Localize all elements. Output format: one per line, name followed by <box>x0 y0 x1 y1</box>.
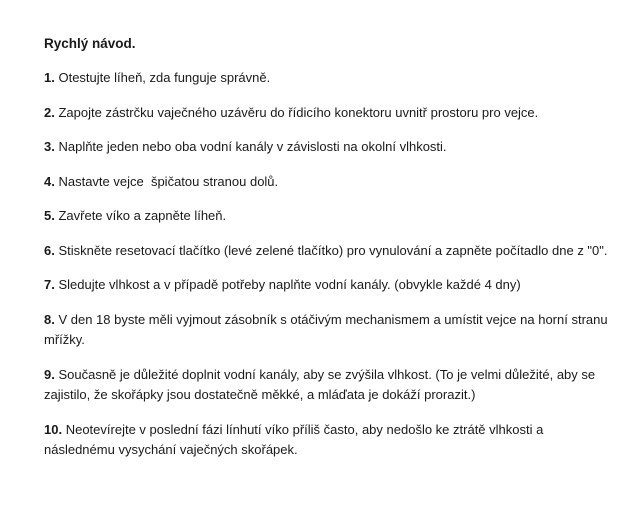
step-8 <box>44 310 614 351</box>
step-1 <box>44 68 614 89</box>
step-number: 10. <box>44 421 63 437</box>
step-text: Stiskněte resetovací tlačítko (levé zelené tlačítko) pro vynulování a zapněte počítadlo dne z "0". <box>58 242 608 258</box>
step-number: 6. <box>44 242 55 258</box>
step-text: Zapojte zástrčku vaječného uzávěru do řídicího konektoru uvnitř prostoru pro vejce. <box>58 104 539 120</box>
step-text: Neotevírejte v poslední fázi línhutí víko příliš často, aby nedošlo ke ztrátě vlhkosti a následnému vysychání vaječných skořápek. <box>44 421 544 457</box>
document-title: Rychlý návod. <box>44 36 136 51</box>
step-text: Nastavte vejce špičatou stranou dolů. <box>58 173 279 189</box>
step-number: 2. <box>44 104 55 120</box>
step-9 <box>44 365 614 406</box>
step-4 <box>44 172 614 193</box>
step-10 <box>44 420 614 461</box>
step-number: 8. <box>44 311 55 327</box>
document-body <box>44 34 614 475</box>
step-6 <box>44 241 614 262</box>
step-number: 9. <box>44 366 55 382</box>
step-number: 7. <box>44 277 55 292</box>
step-5 <box>44 206 614 227</box>
step-3 <box>44 137 614 158</box>
step-number: 4. <box>44 173 55 189</box>
step-number: 1. <box>44 70 55 85</box>
step-2 <box>44 103 614 124</box>
step-number: 5. <box>44 208 55 223</box>
step-text: Zavřete víko a zapněte líheň. <box>58 208 227 223</box>
step-text: Současně je důležité doplnit vodní kanály, aby se zvýšila vlhkost. (To je velmi důležité, aby se zajistilo, že skořápky jsou dostatečně měkké, a mláďata je dokáží prorazit.) <box>44 366 596 402</box>
step-text: Otestujte líheň, zda funguje správně. <box>58 70 271 85</box>
step-number: 3. <box>44 139 55 154</box>
step-text: Sledujte vlhkost a v případě potřeby naplňte vodní kanály. (obvykle každé 4 dny) <box>58 277 521 292</box>
step-text: Naplňte jeden nebo oba vodní kanály v závislosti na okolní vlhkosti. <box>58 139 447 154</box>
step-text: V den 18 byste měli vyjmout zásobník s otáčivým mechanismem a umístit vejce na horní stranu mřížky. <box>44 311 608 347</box>
step-7 <box>44 275 614 296</box>
